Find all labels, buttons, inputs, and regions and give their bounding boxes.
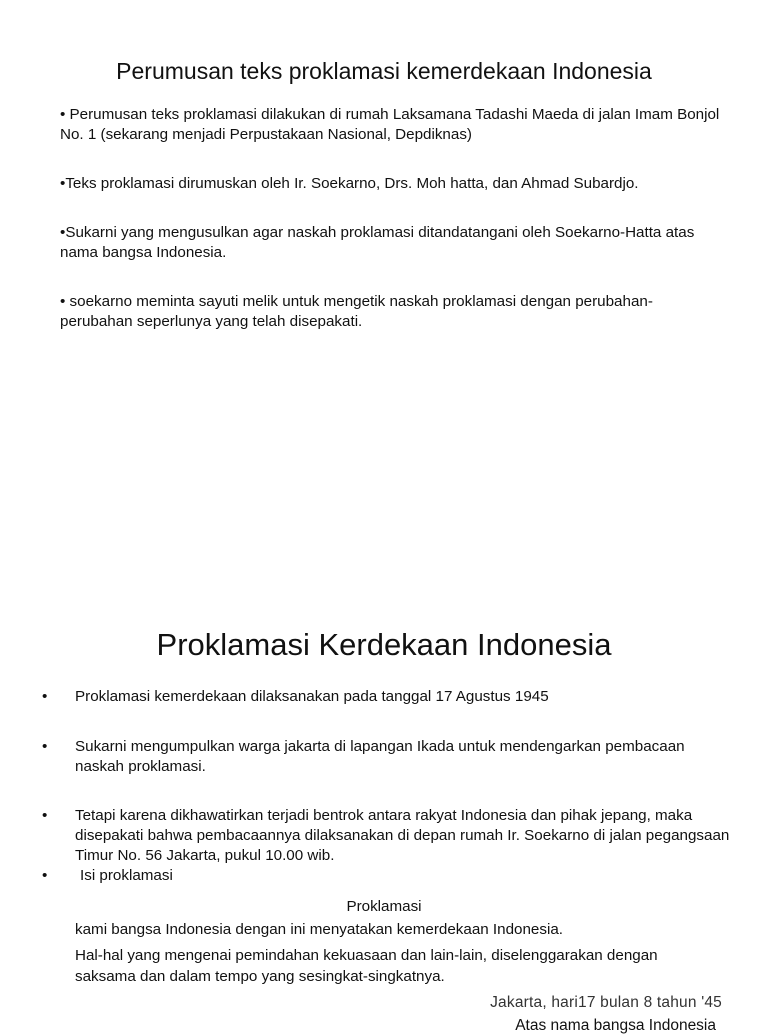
- proclamation-text-line-1: kami bangsa Indonesia dengan ini menyatakan kemerdekaan Indonesia.: [75, 921, 564, 938]
- slide-1-title: Perumusan teks proklamasi kemerdekaan Indonesia: [116, 58, 652, 84]
- slide-1: [0, 0, 768, 512]
- bullet-marker: •: [42, 807, 48, 824]
- slide-1-paragraphs: [60, 105, 720, 361]
- bullet-item: [42, 806, 732, 866]
- bullet-marker: •: [42, 688, 48, 705]
- bullet-text: Isi proklamasi: [80, 867, 173, 884]
- bullet-marker: •: [42, 867, 48, 884]
- bullet-item: [42, 737, 732, 777]
- slide-1-paragraph: •Teks proklamasi dirumuskan oleh Ir. Soekarno, Drs. Moh hatta, dan Ahmad Subardjo.: [60, 175, 639, 192]
- proclamation-signoff: Atas nama bangsa Indonesia: [515, 1017, 716, 1034]
- slide-2-bullet-list: [42, 687, 732, 886]
- slide-1-paragraph: • soekarno meminta sayuti melik untuk mengetik naskah proklamasi dengan perubahan-perubahan seperlunya yang telah disepakati.: [60, 293, 653, 330]
- bullet-item: [42, 866, 732, 886]
- slide-1-paragraph: •Sukarni yang mengusulkan agar naskah proklamasi ditandatangani oleh Soekarno-Hatta atas nama bangsa Indonesia.: [60, 224, 695, 261]
- slide-2-title: Proklamasi Kerdekaan Indonesia: [156, 627, 612, 662]
- bullet-text: Tetapi karena dikhawatirkan terjadi bentrok antara rakyat Indonesia dan pihak jepang, maka disepakati bahwa pembacaannya dilaksanakan di depan rumah Ir. Soekarno di jalan pegangsaan Timur No. 56 Jakarta, pukul 10.00 wib.: [75, 807, 730, 864]
- bullet-text: Proklamasi kemerdekaan dilaksanakan pada tanggal 17 Agustus 1945: [75, 688, 549, 705]
- slide-1-paragraph: • Perumusan teks proklamasi dilakukan di rumah Laksamana Tadashi Maeda di jalan Imam Bonjol No. 1 (sekarang menjadi Perpustakaan Nasional, Depdiknas): [60, 106, 720, 143]
- proclamation-date: Jakarta, hari17 bulan 8 tahun '45: [490, 994, 722, 1011]
- bullet-item: [42, 687, 732, 707]
- proclamation-text-line-2: Hal-hal yang mengenai pemindahan kekuasaan dan lain-lain, diselenggarakan dengan saksama dan dalam tempo yang sesingkat-singkatnya.: [75, 947, 658, 985]
- bullet-marker: •: [42, 738, 48, 755]
- slide-2: [0, 512, 768, 1034]
- proclamation-heading: Proklamasi: [346, 898, 422, 915]
- bullet-text: Sukarni mengumpulkan warga jakarta di lapangan Ikada untuk mendengarkan pembacaan naskah proklamasi.: [75, 738, 685, 775]
